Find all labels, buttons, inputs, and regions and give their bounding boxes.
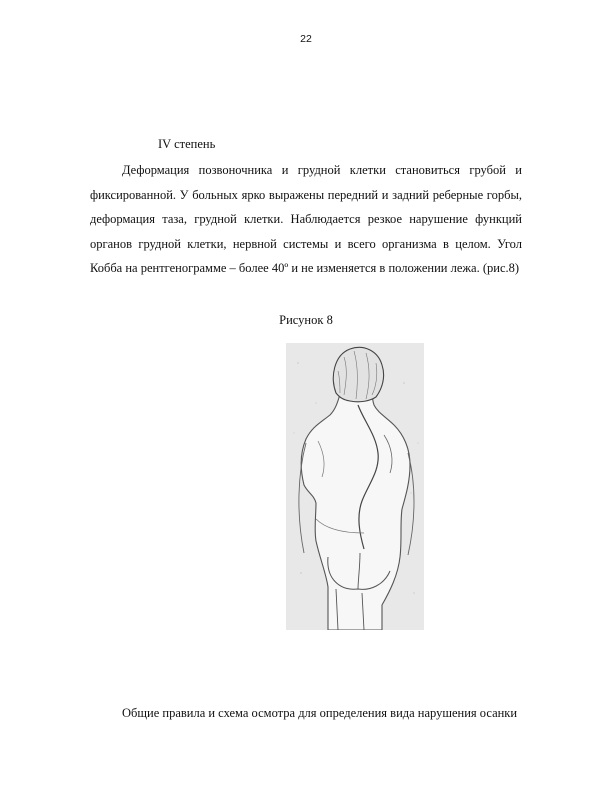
figure-caption: Рисунок 8 [279,313,333,327]
body-paragraph [90,158,522,281]
back-figure-drawing [286,343,424,630]
next-section-title: Общие правила и схема осмотра для определения вида нарушения осанки [122,706,518,720]
page-number: 22 [300,33,312,45]
section-heading: IV степень [158,137,216,151]
paragraph-text: Деформация позвоночника и грудной клетки становиться грубой и фиксированной. У больных ярко выражены передний и задний реберные горбы, деформация таза, грудной клетки. Наблюдается резкое нарушение функций органов грудной клетки, нервной системы и всего организма в целом. Угол Кобба на рентгенограмме – более 40º и не изменяется в положении лежа. (рис.8) [90,163,522,275]
head-hair [333,347,383,401]
figure-scoliosis-illustration [286,343,424,630]
